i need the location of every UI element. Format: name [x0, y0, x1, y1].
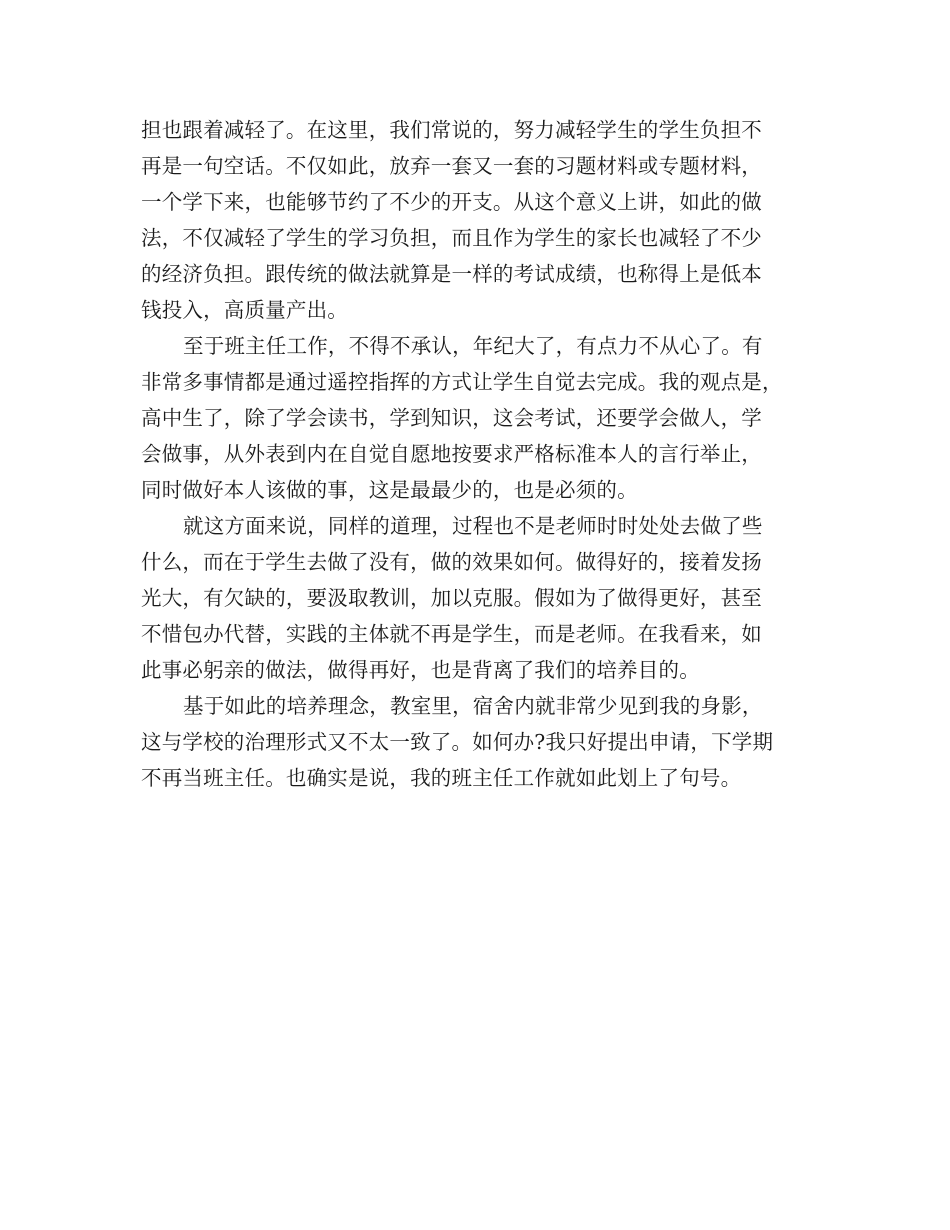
text-line: 至于班主任工作，不得不承认，年纪大了，有点力不从心了。有: [183, 334, 763, 358]
text-line: 会做事，从外表到内在自觉自愿地按要求严格标准本人的言行举止，: [141, 442, 762, 466]
body-text: [141, 112, 841, 796]
text-line: 不再当班主任。也确实是说，我的班主任工作就如此划上了句号。: [141, 766, 742, 790]
paragraph-3: [141, 508, 841, 688]
paragraph-4: [141, 688, 841, 796]
text-line: 光大，有欠缺的，要汲取教训，加以克服。假如为了做得更好，甚至: [141, 586, 762, 610]
text-line: 法，不仅减轻了学生的学习负担，而且作为学生的家长也减轻了不少: [141, 226, 762, 250]
text-line: 再是一句空话。不仅如此，放弃一套又一套的习题材料或专题材料，: [141, 154, 762, 178]
text-line: 此事必躬亲的做法，做得再好，也是背离了我们的培养目的。: [141, 658, 700, 682]
text-line: 同时做好本人该做的事，这是最最少的，也是必须的。: [141, 478, 638, 502]
text-line: 不惜包办代替，实践的主体就不再是学生，而是老师。在我看来，如: [141, 622, 762, 646]
text-line: 高中生了，除了学会读书，学到知识，这会考试，还要学会做人，学: [141, 406, 762, 430]
text-line: 就这方面来说，同样的道理，过程也不是老师时时处处去做了些: [183, 514, 763, 538]
text-line: 一个学下来，也能够节约了不少的开支。从这个意义上讲，如此的做: [141, 190, 762, 214]
text-line: 的经济负担。跟传统的做法就算是一样的考试成绩，也称得上是低本: [141, 262, 762, 286]
paragraph-1: [141, 112, 841, 328]
text-line: 非常多事情都是通过遥控指挥的方式让学生自觉去完成。我的观点是，: [141, 370, 783, 394]
text-line: 这与学校的治理形式又不太一致了。如何办?我只好提出申请，下学期: [141, 730, 774, 754]
text-line: 钱投入，高质量产出。: [141, 298, 348, 322]
text-line: 什么，而在于学生去做了没有，做的效果如何。做得好的，接着发扬: [141, 550, 762, 574]
text-line: 基于如此的培养理念，教室里，宿舍内就非常少见到我的身影，: [183, 694, 763, 718]
text-line: 担也跟着减轻了。在这里，我们常说的，努力减轻学生的学生负担不: [141, 118, 762, 142]
paragraph-2: [141, 328, 841, 508]
